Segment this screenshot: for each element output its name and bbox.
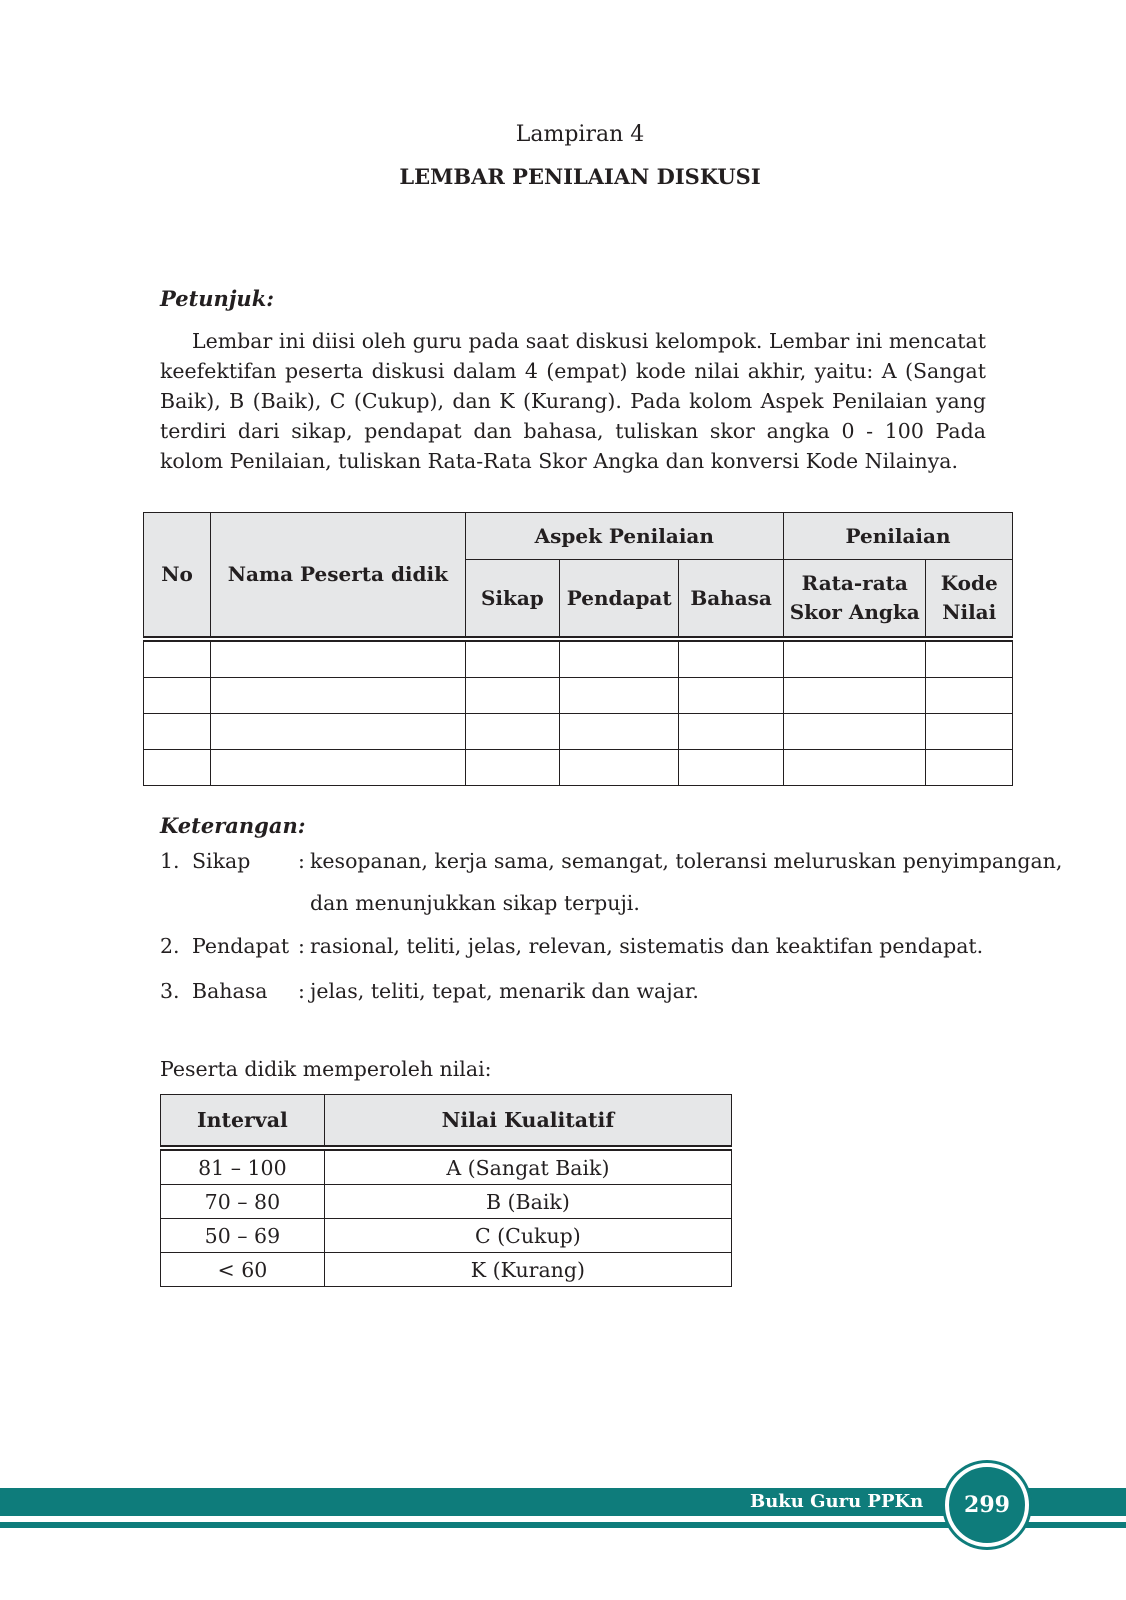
cell[interactable] (679, 641, 784, 678)
interval-cell: 50 – 69 (161, 1219, 325, 1253)
table-row (144, 641, 1013, 678)
item-term: Sikap (192, 849, 251, 873)
header-nilai-kualitatif: Nilai Kualitatif (324, 1095, 731, 1147)
table-row (144, 714, 1013, 750)
item-term: Bahasa (192, 979, 268, 1003)
cell[interactable] (211, 714, 465, 750)
item-description: rasional, teliti, jelas, relevan, sistematis dan keaktifan pendapat. (310, 934, 984, 958)
kualitatif-cell: B (Baik) (324, 1185, 731, 1219)
cell[interactable] (211, 750, 465, 786)
item-term: Pendapat (192, 934, 290, 958)
keterangan-heading: Keterangan: (160, 813, 306, 838)
cell[interactable] (560, 750, 679, 786)
header-penilaian: Penilaian (784, 513, 1013, 560)
kualitatif-cell: A (Sangat Baik) (324, 1150, 731, 1185)
cell[interactable] (144, 678, 211, 714)
cell[interactable] (144, 641, 211, 678)
table-row (161, 1150, 732, 1185)
cell[interactable] (144, 750, 211, 786)
header-bahasa: Bahasa (679, 560, 784, 638)
petunjuk-heading: Petunjuk: (160, 286, 274, 311)
item-colon: : (298, 849, 305, 873)
cell[interactable] (926, 641, 1013, 678)
table-row (144, 750, 1013, 786)
cell[interactable] (784, 714, 926, 750)
cell[interactable] (784, 641, 926, 678)
header-aspek-penilaian: Aspek Penilaian (465, 513, 783, 560)
kualitatif-cell: K (Kurang) (324, 1253, 731, 1287)
header-kode-line1: Kode (940, 571, 998, 595)
assessment-table (143, 512, 1013, 786)
item-number: 1. (160, 849, 180, 873)
cell[interactable] (679, 714, 784, 750)
kualitatif-cell: C (Cukup) (324, 1219, 731, 1253)
cell[interactable] (926, 678, 1013, 714)
cell[interactable] (784, 678, 926, 714)
cell[interactable] (784, 750, 926, 786)
cell[interactable] (926, 750, 1013, 786)
item-colon: : (298, 979, 305, 1003)
keterangan-item-bahasa (160, 979, 699, 1003)
cell[interactable] (465, 714, 560, 750)
header-kode-line2: Nilai (942, 600, 997, 624)
keterangan-item-sikap (160, 849, 1062, 873)
header-sikap: Sikap (465, 560, 560, 638)
cell[interactable] (211, 641, 465, 678)
cell[interactable] (560, 678, 679, 714)
header-kode-nilai (926, 560, 1013, 638)
nilai-table (160, 1094, 732, 1287)
header-no: No (144, 513, 211, 638)
item-number: 2. (160, 934, 180, 958)
cell[interactable] (679, 678, 784, 714)
cell[interactable] (560, 641, 679, 678)
keterangan-item-sikap-cont: dan menunjukkan sikap terpuji. (310, 891, 640, 915)
item-number: 3. (160, 979, 180, 1003)
cell[interactable] (926, 714, 1013, 750)
header-rata-line1: Rata-rata (801, 571, 908, 595)
table-row (161, 1219, 732, 1253)
cell[interactable] (144, 714, 211, 750)
nilai-intro: Peserta didik memperoleh nilai: (160, 1057, 492, 1081)
cell[interactable] (465, 641, 560, 678)
cell[interactable] (465, 750, 560, 786)
item-colon: : (298, 934, 305, 958)
item-description: jelas, teliti, tepat, menarik dan wajar. (310, 979, 699, 1003)
page-number: 299 (945, 1463, 1029, 1547)
item-description: kesopanan, kerja sama, semangat, toleransi meluruskan penyimpangan, (310, 849, 1063, 873)
page-title: LEMBAR PENILAIAN DISKUSI (399, 164, 761, 189)
header-interval: Interval (161, 1095, 325, 1147)
header-rata-rata (784, 560, 926, 638)
table-row (144, 678, 1013, 714)
cell[interactable] (211, 678, 465, 714)
cell[interactable] (679, 750, 784, 786)
interval-cell: 81 – 100 (161, 1150, 325, 1185)
petunjuk-paragraph: Lembar ini diisi oleh guru pada saat diskusi kelompok. Lembar ini mencatat keefektifan peserta diskusi dalam 4 (empat) kode nilai akhir, yaitu: A (Sangat Baik), B (Baik), C (Cukup), dan K (Kurang). Pada kolom Aspek Penilaian yang terdiri dari sikap, pendapat dan bahasa, tuliskan skor angka 0 - 100 Pada kolom Penilaian, tuliskan Rata-Rata Skor Angka dan konversi Kode Nilainya. (160, 329, 986, 473)
table-row (161, 1253, 732, 1287)
table-row (161, 1185, 732, 1219)
interval-cell: 70 – 80 (161, 1185, 325, 1219)
header-pendapat: Pendapat (560, 560, 679, 638)
cell[interactable] (560, 714, 679, 750)
keterangan-item-pendapat (160, 934, 983, 958)
cell[interactable] (465, 678, 560, 714)
lampiran-label: Lampiran 4 (515, 122, 645, 147)
header-rata-line2: Skor Angka (789, 600, 920, 624)
interval-cell: < 60 (161, 1253, 325, 1287)
footer-book-title: Buku Guru PPKn (750, 1491, 924, 1512)
header-nama: Nama Peserta didik (211, 513, 465, 638)
